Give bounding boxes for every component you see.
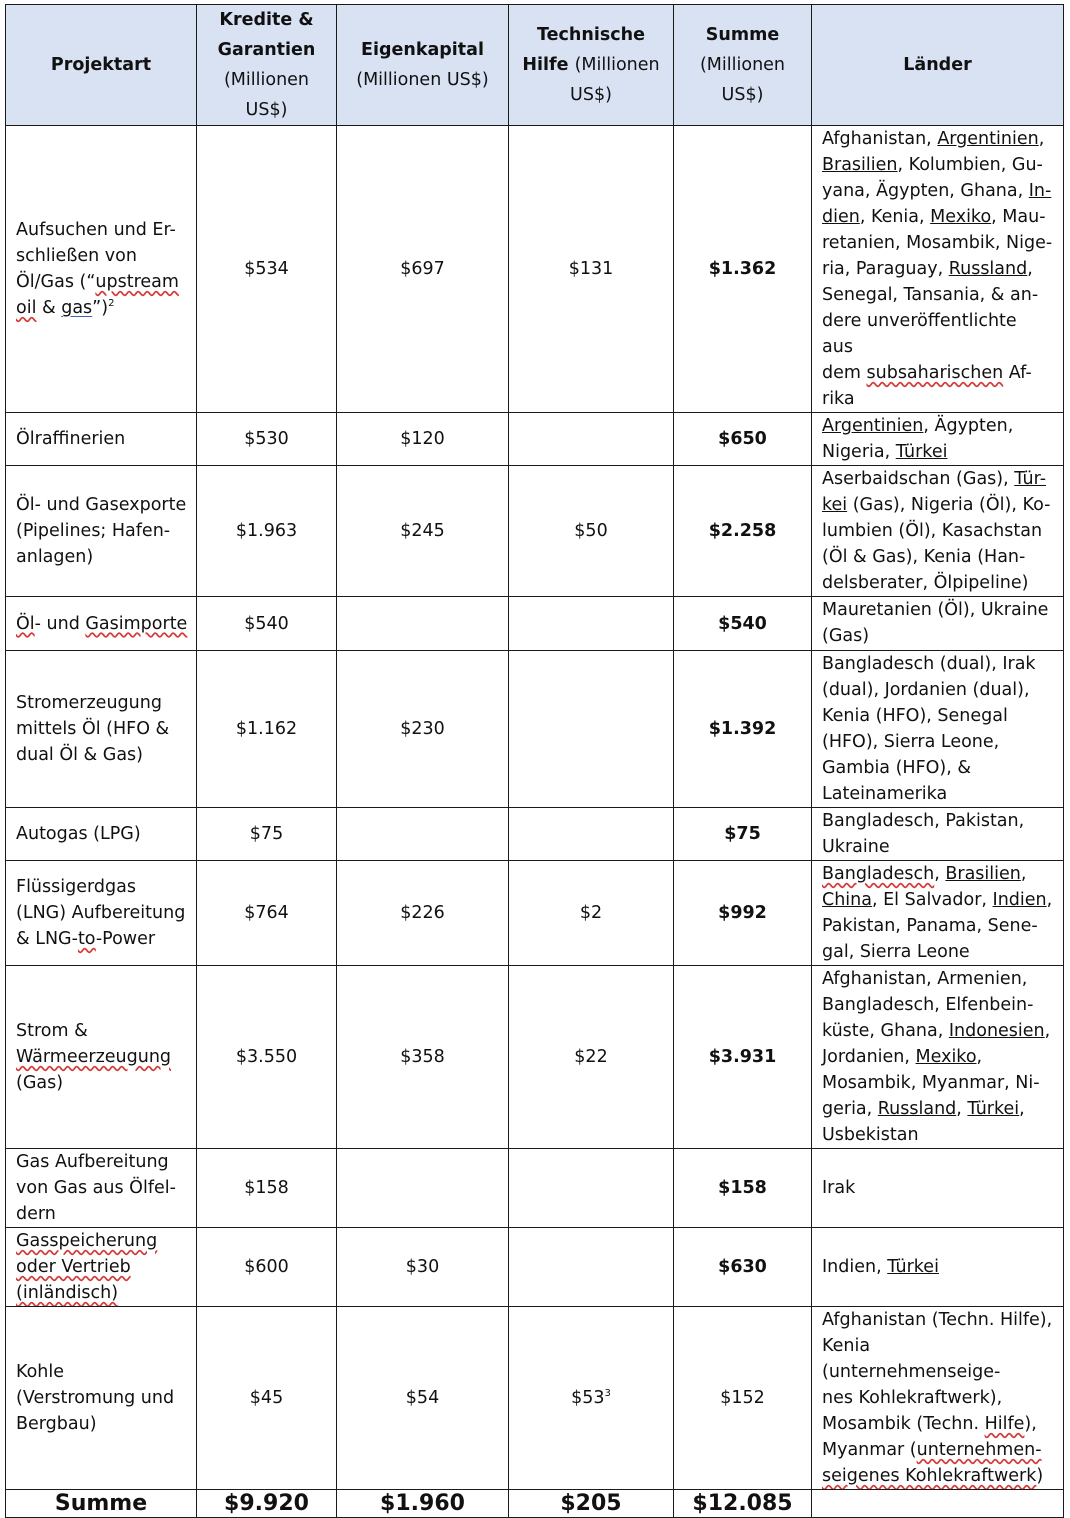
cell-laender: Afghanistan, Armenien, Bangladesch, Elfenbein- küste, Ghana, Indonesien, Jordanien, Mexiko, Mosambik, Myanmar, Ni- geria, Russland, Türkei, Usbekistan	[812, 966, 1064, 1149]
cell-kredite: $75	[197, 808, 337, 861]
header-eigenkapital: Eigenkapital (Millionen US$)	[337, 5, 509, 126]
cell-projektart: Ölraffinerien	[6, 413, 197, 466]
total-eigenkapital: $1.960	[337, 1490, 509, 1518]
cell-eigenkapital	[337, 808, 509, 861]
cell-projektart: Flüssigerdgas (LNG) Aufbereitung & LNG-to-Power	[6, 861, 197, 966]
funding-table	[5, 4, 1064, 1518]
total-kredite: $9.920	[197, 1490, 337, 1518]
cell-technische-hilfe	[509, 1149, 674, 1228]
cell-technische-hilfe: $2	[509, 861, 674, 966]
table-row	[6, 126, 1064, 413]
cell-technische-hilfe	[509, 413, 674, 466]
cell-kredite: $45	[197, 1307, 337, 1490]
table-row	[6, 651, 1064, 808]
cell-laender: Bangladesch, Pakistan, Ukraine	[812, 808, 1064, 861]
cell-projektart: Gas Aufbereitung von Gas aus Ölfel- dern	[6, 1149, 197, 1228]
header-laender: Länder	[812, 5, 1064, 126]
cell-kredite: $764	[197, 861, 337, 966]
cell-kredite: $540	[197, 597, 337, 651]
cell-projektart: Stromerzeugung mittels Öl (HFO & dual Öl & Gas)	[6, 651, 197, 808]
cell-laender: Aserbaidschan (Gas), Tür- kei (Gas), Nigeria (Öl), Ko- lumbien (Öl), Kasachstan (Öl & Gas), Kenia (Han- delsberater, Ölpipeline)	[812, 466, 1064, 597]
header-row	[6, 5, 1064, 126]
table-row	[6, 966, 1064, 1149]
cell-technische-hilfe	[509, 808, 674, 861]
total-row	[6, 1490, 1064, 1518]
table-row	[6, 861, 1064, 966]
cell-kredite: $1.963	[197, 466, 337, 597]
cell-kredite: $530	[197, 413, 337, 466]
cell-eigenkapital: $358	[337, 966, 509, 1149]
table-row	[6, 808, 1064, 861]
cell-summe: $650	[674, 413, 812, 466]
header-projektart: Projektart	[6, 5, 197, 126]
cell-eigenkapital: $230	[337, 651, 509, 808]
cell-technische-hilfe	[509, 1228, 674, 1307]
total-summe: $12.085	[674, 1490, 812, 1518]
header-technische-hilfe: Technische Hilfe (Millionen US$)	[509, 5, 674, 126]
table-row	[6, 1228, 1064, 1307]
cell-eigenkapital: $30	[337, 1228, 509, 1307]
cell-eigenkapital: $697	[337, 126, 509, 413]
header-summe: Summe (Millionen US$)	[674, 5, 812, 126]
cell-projektart: Kohle (Verstromung und Bergbau)	[6, 1307, 197, 1490]
cell-summe: $2.258	[674, 466, 812, 597]
cell-summe: $158	[674, 1149, 812, 1228]
cell-technische-hilfe	[509, 651, 674, 808]
cell-eigenkapital	[337, 597, 509, 651]
cell-laender: Irak	[812, 1149, 1064, 1228]
cell-projektart: Öl- und Gasimporte	[6, 597, 197, 651]
total-technische-hilfe: $205	[509, 1490, 674, 1518]
table-row	[6, 1307, 1064, 1490]
cell-summe: $75	[674, 808, 812, 861]
cell-laender: Argentinien, Ägypten, Nigeria, Türkei	[812, 413, 1064, 466]
cell-eigenkapital: $226	[337, 861, 509, 966]
cell-summe: $152	[674, 1307, 812, 1490]
header-kredite: Kredite & Garantien (Millionen US$)	[197, 5, 337, 126]
cell-summe: $3.931	[674, 966, 812, 1149]
cell-technische-hilfe	[509, 597, 674, 651]
cell-laender: Mauretanien (Öl), Ukraine (Gas)	[812, 597, 1064, 651]
cell-eigenkapital: $120	[337, 413, 509, 466]
cell-laender: Bangladesch, Brasilien, China, El Salvador, Indien, Pakistan, Panama, Sene- gal, Sierra Leone	[812, 861, 1064, 966]
cell-technische-hilfe: $22	[509, 966, 674, 1149]
cell-technische-hilfe: $\$53^3$	[509, 1307, 674, 1490]
cell-summe: $1.362	[674, 126, 812, 413]
total-label: Summe	[6, 1490, 197, 1518]
cell-laender: Afghanistan, Argentinien, Brasilien, Kolumbien, Gu- yana, Ägypten, Ghana, In- dien, Kenia, Mexiko, Mau- retanien, Mosambik, Nige- ria, Paraguay, Russland, Senegal, Tansania, & an- dere unveröffentlichte aus dem subsaharischen Af- rika	[812, 126, 1064, 413]
cell-summe: $992	[674, 861, 812, 966]
cell-laender: Afghanistan (Techn. Hilfe), Kenia (unternehmenseige- nes Kohlekraftwerk), Mosambik (Techn. Hilfe), Myanmar (unternehmen- seigenes Kohlekraftwerk)	[812, 1307, 1064, 1490]
cell-kredite: $600	[197, 1228, 337, 1307]
cell-technische-hilfe: $50	[509, 466, 674, 597]
table-row	[6, 597, 1064, 651]
cell-summe: $630	[674, 1228, 812, 1307]
table-row	[6, 1149, 1064, 1228]
cell-kredite: $534	[197, 126, 337, 413]
table-row	[6, 413, 1064, 466]
cell-kredite: $3.550	[197, 966, 337, 1149]
cell-summe: $540	[674, 597, 812, 651]
cell-eigenkapital: $54	[337, 1307, 509, 1490]
cell-projektart: Autogas (LPG)	[6, 808, 197, 861]
cell-eigenkapital: $245	[337, 466, 509, 597]
cell-laender: Bangladesch (dual), Irak (dual), Jordanien (dual), Kenia (HFO), Senegal (HFO), Sierra Leone, Gambia (HFO), & Lateinamerika	[812, 651, 1064, 808]
total-laender-empty	[812, 1490, 1064, 1518]
cell-kredite: $158	[197, 1149, 337, 1228]
cell-technische-hilfe: $131	[509, 126, 674, 413]
cell-projektart: Strom & Wärmeerzeugung (Gas)	[6, 966, 197, 1149]
cell-eigenkapital	[337, 1149, 509, 1228]
cell-laender: Indien, Türkei	[812, 1228, 1064, 1307]
cell-projektart: Öl- und Gasexporte (Pipelines; Hafen- anlagen)	[6, 466, 197, 597]
table-row	[6, 466, 1064, 597]
cell-projektart: Aufsuchen und Er- schließen von Öl/Gas (“upstream oil & gas”)$^2$	[6, 126, 197, 413]
cell-kredite: $1.162	[197, 651, 337, 808]
cell-projektart: Gasspeicherung oder Vertrieb (inländisch)	[6, 1228, 197, 1307]
cell-summe: $1.392	[674, 651, 812, 808]
